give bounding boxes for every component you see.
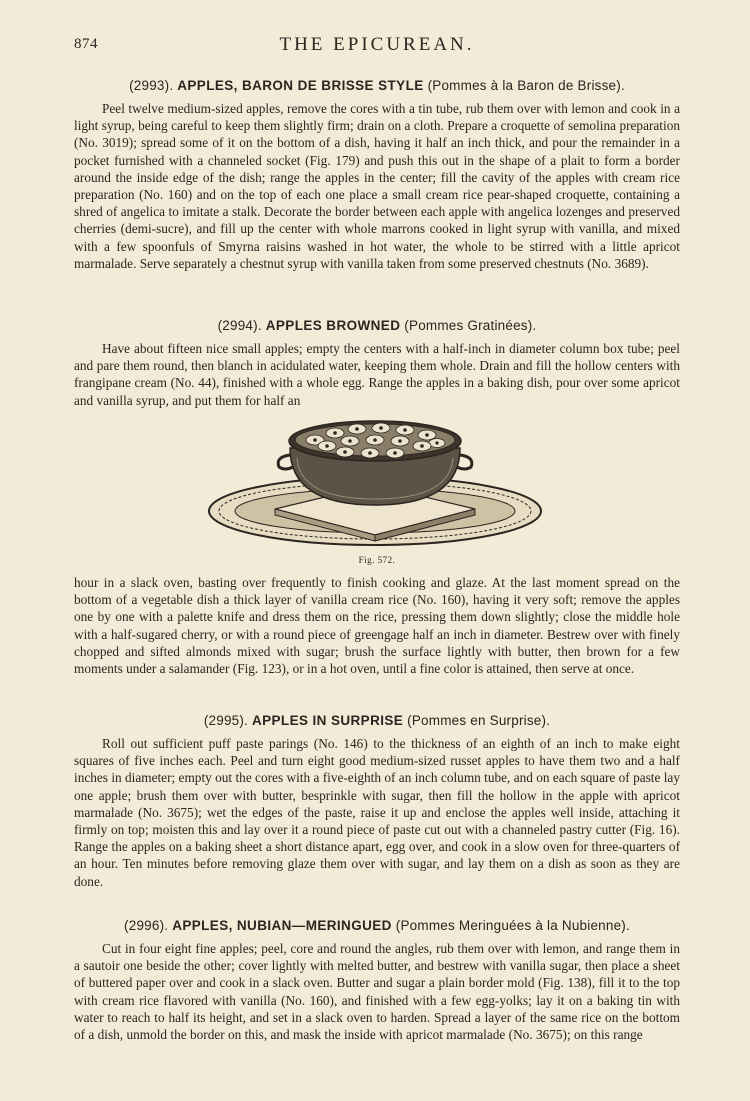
recipe-french-name: (Pommes Gratinées). — [404, 318, 537, 333]
recipe-heading-2996 — [74, 918, 680, 933]
recipe-paragraph: Have about fifteen nice small apples; empty the centers with a half-inch in diameter column box tube; peel and pare them round, then blanch in acidulated water, keeping them whole. Drain and fill the hollow centers with frangipane cream (No. 44), finished with a whole egg. Range the apples in a baking dish, pour over some apricot and vanilla syrup, and put them for half an — [74, 341, 680, 408]
figure-caption: Fig. 572. — [358, 555, 396, 565]
recipe-name: APPLES IN SURPRISE — [251, 713, 404, 728]
recipe-name: APPLES BROWNED — [265, 318, 401, 333]
recipe-paragraph: Peel twelve medium-sized apples, remove the cores with a tin tube, rub them over with lemon and cook in a light syrup, being careful to keep them slightly firm; drain on a cloth. Prepare a croquette of semolina preparation (No. 3019); spread some of it on the bottom of a dish, having it half an inch thick, and pour the remainder in a pocket furnished with a channeled socket (Fig. 179) and push this out in the shape of a plait to form a border around the inside edge of the dish; range the apples in the center; fill the cavity of the apples with cream rice preparation (No. 160) and on the top of each one place a small cream rice pear-shaped croquette, containing a shred of angelica to imitate a stalk. Decorate the border between each apple with angelica lozenges and preserved cherries (demi-sucre), and fill up the center with whole marrons cooked in light syrup with vanilla, and mixed with a few spoonfuls of Smyrna raisins washed in hot water, the whole to be stirred with a little apricot marmalade. Serve separately a chestnut syrup with vanilla taken from some preserved chestnuts (No. 3689). — [74, 101, 680, 271]
apples-browned-engraving — [205, 413, 545, 553]
recipe-paragraph: Roll out sufficient puff paste parings (No. 146) to the thickness of an eighth of an inch to make eight squares of five inches each. Peel and turn eight good medium-sized russet apples to have them two and a half inches in diameter; empty out the cores with a five-eighth of an inch column tube, and on each square of paste lay one apple; brush them over with butter, besprinkle with sugar, then fill the hollow in the apple with apricot marmalade (No. 3675); wet the edges of the paste, raise it up and enclose the apples well inside, attaching it firmly on top; moisten this and lay over it a round piece of paste cut out with a channeled pastry cutter (Fig. 16). Range the apples on a baking sheet a short distance apart, egg over, and cook in a slow oven for three-quarters of an hour. Ten minutes before removing glaze them over with sugar, and lay them on a dish as soon as they are done. — [74, 736, 680, 889]
recipe-number: (2995). — [203, 713, 249, 728]
recipe-heading-2993 — [74, 78, 680, 93]
recipe-french-name: (Pommes en Surprise). — [407, 713, 551, 728]
recipe-number: (2993). — [129, 78, 174, 93]
recipe-paragraph: hour in a slack oven, basting over frequently to finish cooking and glaze. At the last moment spread on the bottom of a vegetable dish a thick layer of vanilla cream rice (No. 160), having it very soft; remove the apples one by one with a palette knife and dress them on the rice, pressing them down slightly; close the middle hole with a half-sugared cherry, or with a round piece of greengage half an inch in diameter. Bestrew over with finely chopped and sifted almonds mixed with sugar; brush the surface lightly with butter, then brown for a few moments under a salamander (Fig. 123), or in a hot oven, until a fine color is attained, then serve at once. — [74, 575, 680, 677]
running-title: THE EPICUREAN. — [279, 34, 475, 55]
recipe-french-name: (Pommes à la Baron de Brisse). — [427, 78, 625, 93]
recipe-heading-2994 — [74, 318, 680, 333]
recipe-number: (2994). — [217, 318, 262, 333]
recipe-paragraph: Cut in four eight fine apples; peel, core and round the angles, rub them over with lemon, and range them in a sautoir one beside the other; cover lightly with melted butter, and bestrew with vanilla sugar, then place a sheet of buttered paper over and cook in a slack oven. Butter and sugar a plain border mold (Fig. 138), fill it to the top with cream rice flavored with vanilla (No. 160), and finished with a few egg-yolks; lay it on a baking tin with water to reach to half its height, and set in a slack oven to harden. Spread a layer of the same rice on the bottom of a dish, unmold the border on this, and mask the inside with apricot marmalade (No. 3675); on this range — [74, 941, 680, 1043]
recipe-number: (2996). — [124, 918, 169, 933]
recipe-name: APPLES, BARON DE BRISSE STYLE — [177, 78, 424, 93]
recipe-name: APPLES, NUBIAN—MERINGUED — [172, 918, 392, 933]
page-number: 874 — [74, 36, 98, 52]
recipe-french-name: (Pommes Meringuées à la Nubienne). — [395, 918, 630, 933]
recipe-heading-2995 — [74, 713, 680, 728]
page-header — [74, 34, 680, 58]
